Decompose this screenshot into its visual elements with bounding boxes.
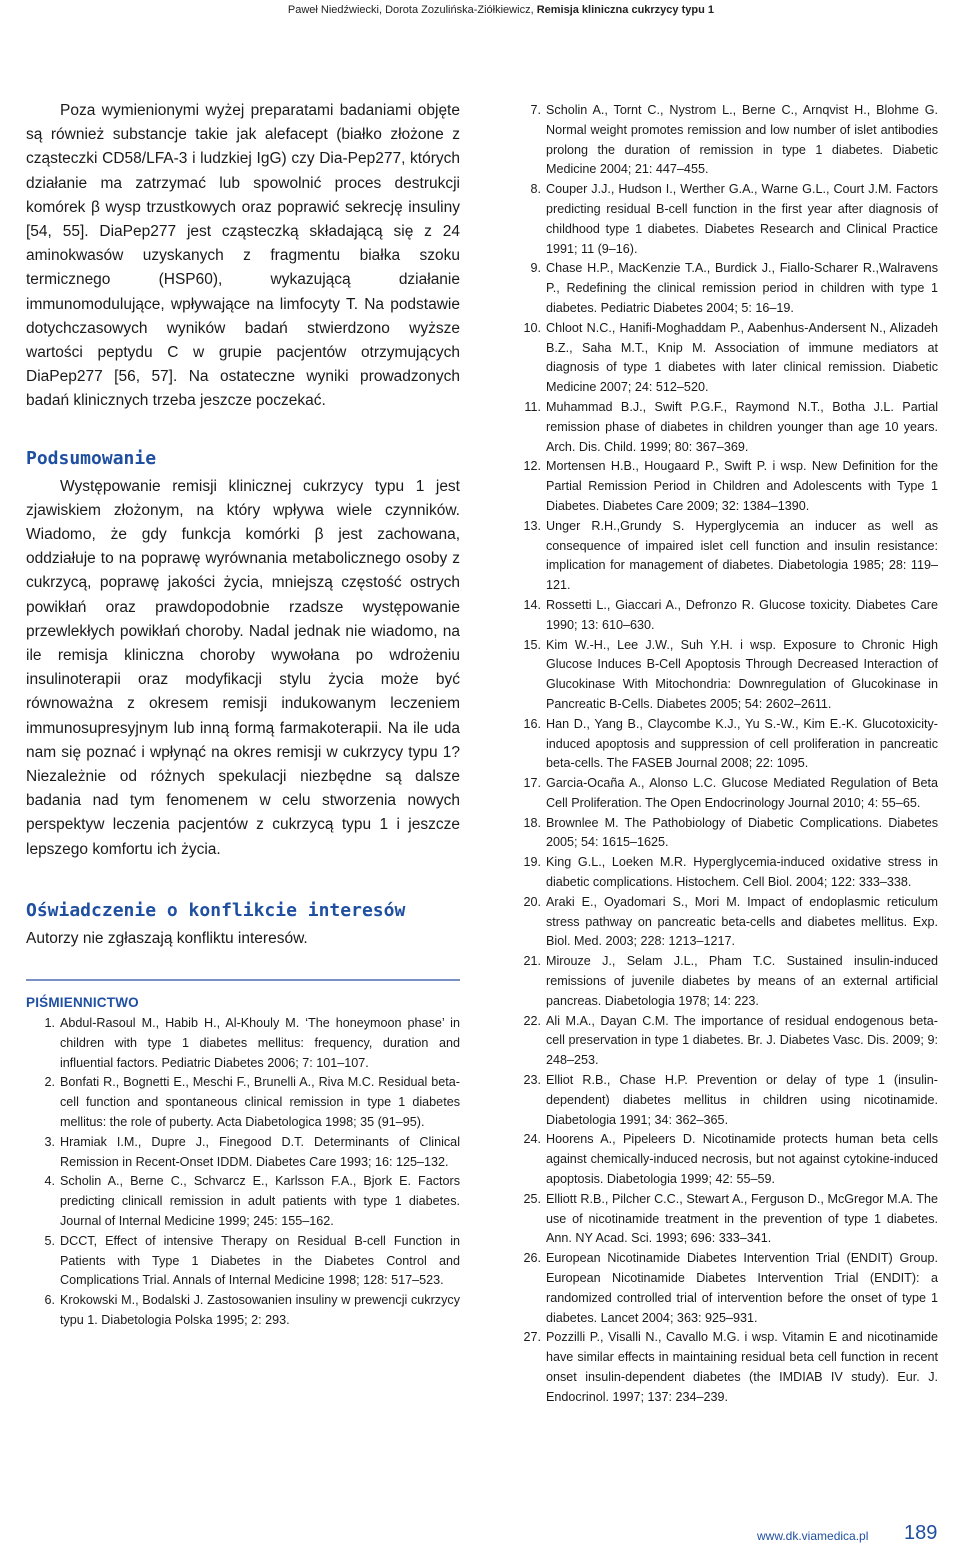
reference-number: 7. bbox=[530, 103, 541, 117]
reference-text: Bonfati R., Bognetti E., Meschi F., Brunelli A., Riva M.C. Residual beta-cell function and spontaneous clinical remission in type 1 diabetes mellitus: the role of puberty. Acta Diabetologica 1998; 35 (91–95). bbox=[60, 1075, 460, 1130]
reference-text: Mortensen H.B., Hougaard P., Swift P. i wsp. New Definition for the Partial Remission Period in Children and Adolescents with Type 1 Diabetes. Diabetes Care 2009; 32: 1384–1390. bbox=[546, 459, 938, 513]
footer-url[interactable]: www.dk.viamedica.pl bbox=[757, 1529, 869, 1543]
reference-text: Couper J.J., Hudson I., Werther G.A., Warne G.L., Court J.M. Factors predicting residual B-cell function in the first year after diagnosis of childhood type 1 diabetes. Diabetes Research and Clinical Practice 1991; 11 (9–16). bbox=[546, 182, 938, 256]
running-head-authors: Paweł Niedźwiecki, Dorota Zozulińska-Ziółkiewicz, bbox=[287, 4, 537, 16]
reference-item bbox=[512, 774, 938, 814]
reference-item bbox=[26, 1073, 460, 1132]
reference-item bbox=[26, 1014, 460, 1073]
reference-item bbox=[26, 1133, 460, 1173]
summary-paragraph: Występowanie remisji klinicznej cukrzycy typu 1 jest zjawiskiem złożonym, na który wpływa wiele czynników. Wiadomo, że gdy funkcja komórki β jest zachowana, oddziałuje to na poprawę wyrównania metabolicznego osoby z cukrzycą, poprawę jakości życia, mniejszą częstość ostrych powikłań oraz prawdopodobnie rzadsze występowanie przewlekłych powikłań choroby. Nadal jednak nie wiadomo, na ile remisja kliniczna choroby wywołana po wdrożeniu insulinoterapii oraz modyfikacji stylu życia może być równoważna z okresem remisji indukowanym leczeniem immunosupresyjnym lub inną formą farmakoterapii. Na ile uda nam się poznać i wpłynąć na okres remisji w cukrzycy typu 1? Niezależnie od różnych spekulacji niezbędne są dalsze badania nad tym fenomenem w celu stworzenia nowych perspektyw leczenia pacjentów z cukrzycą typu 1 i jeszcze lepszego komfortu ich życia. bbox=[26, 477, 460, 858]
reference-item bbox=[512, 101, 938, 180]
reference-item bbox=[512, 853, 938, 893]
reference-text: Mirouze J., Selam J.L., Pham T.C. Sustained insulin-induced remissions of juvenile diabetes by means of an external artificial pancreas. Diabetologia 1978; 14: 223. bbox=[546, 954, 938, 1008]
conflict-paragraph: Autorzy nie zgłaszają konfliktu interesów. bbox=[26, 929, 308, 947]
running-head-title: Remisja kliniczna cukrzycy typu 1 bbox=[536, 4, 714, 16]
summary-heading: Podsumowanie bbox=[26, 447, 157, 469]
right-column bbox=[512, 101, 938, 1408]
reference-text: Hoorens A., Pipeleers D. Nicotinamide protects human beta cells against chemically-induced necrosis, but not against cytokine-induced apoptosis. Diabetologia 1999; 42: 55–59. bbox=[546, 1132, 938, 1187]
reference-number: 8. bbox=[530, 182, 541, 197]
left-column bbox=[26, 99, 460, 1331]
reference-number: 14. bbox=[523, 597, 541, 612]
reference-item bbox=[26, 1232, 460, 1291]
reference-item bbox=[512, 1190, 938, 1249]
reference-text: Pozzilli P., Visalli N., Cavallo M.G. i wsp. Vitamin E and nicotinamide have similar effects in maintaining residual beta cell function in recent onset insulin-dependent diabetes (the IMDIAB IV study). Eur. J. Endocrinol. 1997; 137: 234–239. bbox=[546, 1330, 938, 1404]
reference-number: 12. bbox=[523, 459, 541, 474]
reference-text: Garcia-Ocaña A., Alonso L.C. Glucose Mediated Regulation of Beta Cell Proliferation. The Open Endocrinology Journal 2010; 4: 55–65. bbox=[546, 776, 938, 810]
reference-text: Kim W.-H., Lee J.W., Suh Y.H. i wsp. Exposure to Chronic High Glucose Induces B-Cell Apoptosis Through Decreased Interaction of Glucokinase With Mitochondria: Downregulation of Glucokinase in Pancreatic B-Cells. Diabetes 2005; 54: 2602–2611. bbox=[546, 637, 938, 711]
reference-text: Araki E., Oyadomari S., Mori M. Impact of endoplasmic reticulum stress pathway on pancreatic beta-cells and diabetes mellitus. Exp. Biol. Med. 2003; 228: 1213–1217. bbox=[546, 894, 938, 949]
reference-item bbox=[512, 893, 938, 952]
reference-text: Scholin A., Tornt C., Nystrom L., Berne C., Arnqvist H., Blohme G. Normal weight promotes remission and low number of islet antibodies prolong the duration of remission in type 1 diabetes. Diabetic Medicine 2004; 21: 447–455. bbox=[546, 103, 938, 177]
reference-number: 23. bbox=[523, 1073, 541, 1088]
reference-text: DCCT, Effect of intensive Therapy on Residual B-cell Function in Patients with Type 1 Diabetes in the Diabetes Control and Complications Trial. Annals of Internal Medicine 1998; 128: 517–523. bbox=[60, 1233, 460, 1288]
references-divider bbox=[26, 979, 460, 981]
reference-item bbox=[512, 636, 938, 715]
reference-number: 26. bbox=[523, 1251, 541, 1266]
reference-item bbox=[512, 1328, 938, 1407]
reference-item bbox=[512, 319, 938, 398]
reference-text: Hramiak I.M., Dupre J., Finegood D.T. Determinants of Clinical Remission in Recent-Onset IDDM. Diabetes Care 1993; 16: 125–132. bbox=[60, 1134, 460, 1169]
reference-item bbox=[512, 596, 938, 636]
conflict-heading: Oświadczenie o konflikcie interesów bbox=[26, 899, 406, 921]
reference-text: Muhammad B.J., Swift P.G.F., Raymond N.T., Botha J.L. Partial remission phase of diabetes in children younger than age 10 years. Arch. Dis. Child. 1999; 80: 367–369. bbox=[546, 399, 938, 454]
reference-item bbox=[512, 259, 938, 318]
reference-item bbox=[26, 1172, 460, 1231]
reference-number: 21. bbox=[523, 954, 541, 969]
reference-number: 17. bbox=[523, 776, 541, 791]
running-head bbox=[288, 4, 714, 16]
page-number: 189 bbox=[904, 1522, 938, 1544]
reference-item bbox=[512, 517, 938, 596]
reference-text: King G.L., Loeken M.R. Hyperglycemia-induced oxidative stress in diabetic complications. Histochem. Cell Biol. 2004; 122: 333–338. bbox=[546, 855, 938, 890]
reference-item bbox=[512, 1012, 938, 1071]
reference-text: Krokowski M., Bodalski J. Zastosowanien insuliny w prewencji cukrzycy typu 1. Diabetologia Polska 1995; 2: 293. bbox=[60, 1293, 460, 1328]
reference-text: Rossetti L., Giaccari A., Defronzo R. Glucose toxicity. Diabetes Care 1990; 13: 610–630. bbox=[546, 597, 938, 632]
reference-number: 13. bbox=[523, 518, 541, 533]
reference-text: Han D., Yang B., Claycombe K.J., Yu S.-W., Kim E.-K. Glucotoxicity-induced apoptosis and suppression of cell proliferation in pancreatic beta-cells. The FASEB Journal 2008; 22: 1095. bbox=[546, 716, 938, 771]
reference-number: 5. bbox=[44, 1233, 55, 1248]
reference-text: Unger R.H.,Grundy S. Hyperglycemia an inducer as well as consequence of impaired islet cell function and insulin resistance: implication for management of diabetes. Diabetologia 1985; 28: 119–121. bbox=[546, 518, 938, 593]
reference-number: 19. bbox=[523, 855, 541, 870]
reference-number: 10. bbox=[523, 320, 541, 335]
reference-item bbox=[26, 1291, 460, 1331]
reference-number: 22. bbox=[523, 1013, 541, 1028]
reference-text: Elliot R.B., Chase H.P. Prevention or delay of type 1 (insulin-dependent) diabetes mellitus in children using nicotinamide. Diabetologia 1991; 34: 362–365. bbox=[546, 1073, 938, 1127]
reference-item bbox=[512, 180, 938, 259]
references-heading: PIŚMIENNICTWO bbox=[26, 995, 139, 1011]
intro-paragraph: Poza wymienionymi wyżej preparatami badaniami objęte są również substancje takie jak alefacept (białko złożone z cząsteczki CD58/LFA-3 i ludzkiej IgG) czy Dia-Pep277, których działanie ma zatrzymać lub spowolnić proces destrukcji komórek β wysp trzustkowych oraz poprawić sekrecję insuliny [54, 55]. DiaPep277 jest cząsteczką składającą się z 24 aminokwasów uzyskanych z fragmentu białka szoku termicznego (HSP60), wykazującą działanie immunomodulujące, wpływające na limfocyty T. Na podstawie dotychczasowych wyników badań stwierdzono wyższe wartości peptydu C w grupie pacjentów otrzymujących DiaPep277 [56, 57]. Na ostateczne wyniki prowadzonych badań klinicznych trzeba jeszcze poczekać. bbox=[26, 102, 460, 410]
reference-number: 9. bbox=[530, 261, 541, 276]
reference-number: 6. bbox=[44, 1293, 55, 1308]
reference-item bbox=[512, 1071, 938, 1130]
reference-number: 16. bbox=[523, 716, 541, 731]
reference-item bbox=[512, 1249, 938, 1328]
reference-number: 25. bbox=[523, 1191, 541, 1206]
reference-item bbox=[512, 1130, 938, 1189]
reference-number: 1. bbox=[44, 1016, 55, 1031]
reference-text: European Nicotinamide Diabetes Intervention Trial (ENDIT) Group. European Nicotinamide Diabetes Intervention Trial (ENDIT): a randomized controlled trial of intervention before the onset of type 1 diabetes. Lancet 2004; 363: 925–931. bbox=[546, 1251, 938, 1325]
reference-text: Elliott R.B., Pilcher C.C., Stewart A., Ferguson D., McGregor M.A. The use of nicotinamide treatment in the prevention of type 1 diabetes. Ann. NY Acad. Sci. 1993; 696: 333–341. bbox=[546, 1191, 938, 1246]
reference-number: 18. bbox=[523, 815, 541, 830]
reference-number: 24. bbox=[523, 1132, 541, 1147]
reference-number: 4. bbox=[44, 1174, 55, 1189]
reference-number: 2. bbox=[44, 1075, 55, 1090]
reference-item bbox=[512, 814, 938, 854]
reference-list-left bbox=[26, 1014, 460, 1331]
reference-number: 3. bbox=[44, 1134, 55, 1149]
reference-text: Chloot N.C., Hanifi-Moghaddam P., Aabenhus-Andersent N., Alizadeh B.Z., Saha M.T., Knip M. Association of immune mediators at diagnosis of type 1 diabetes with later clinical remission. Diabetic Medicine 2007; 24: 512–520. bbox=[546, 320, 938, 395]
reference-number: 20. bbox=[523, 894, 541, 909]
reference-text: Brownlee M. The Pathobiology of Diabetic Complications. Diabetes 2005; 54: 1615–1625. bbox=[546, 815, 938, 850]
reference-item bbox=[512, 715, 938, 774]
reference-item bbox=[512, 398, 938, 457]
reference-list-right bbox=[512, 101, 938, 1408]
reference-text: Abdul-Rasoul M., Habib H., Al-Khouly M. ‘The honeymoon phase’ in children with type 1 diabetes mellitus: frequency, duration and influential factors. Pediatric Diabetes 2006; 7: 101–107. bbox=[60, 1016, 460, 1070]
reference-text: Chase H.P., MacKenzie T.A., Burdick J., Fiallo-Scharer R.,Walravens P., Redefining the clinical remission period in children with type 1 diabetes. Pediatric Diabetes 2004; 5: 16–19. bbox=[546, 261, 938, 315]
reference-item bbox=[512, 457, 938, 516]
reference-item bbox=[512, 952, 938, 1011]
reference-text: Scholin A., Berne C., Schvarcz E., Karlsson F.A., Bjork E. Factors predicting clinicall remission in adult patients with type 1 diabetes. Journal of Internal Medicine 1999; 245: 155–162. bbox=[60, 1174, 460, 1229]
reference-number: 15. bbox=[523, 637, 541, 652]
reference-number: 11. bbox=[524, 399, 541, 414]
reference-text: Ali M.A., Dayan C.M. The importance of residual endogenous beta-cell preservation in type 1 diabetes. Br. J. Diabetes Vasc. Dis. 2009; 9: 248–253. bbox=[546, 1013, 938, 1068]
reference-number: 27. bbox=[523, 1330, 541, 1345]
